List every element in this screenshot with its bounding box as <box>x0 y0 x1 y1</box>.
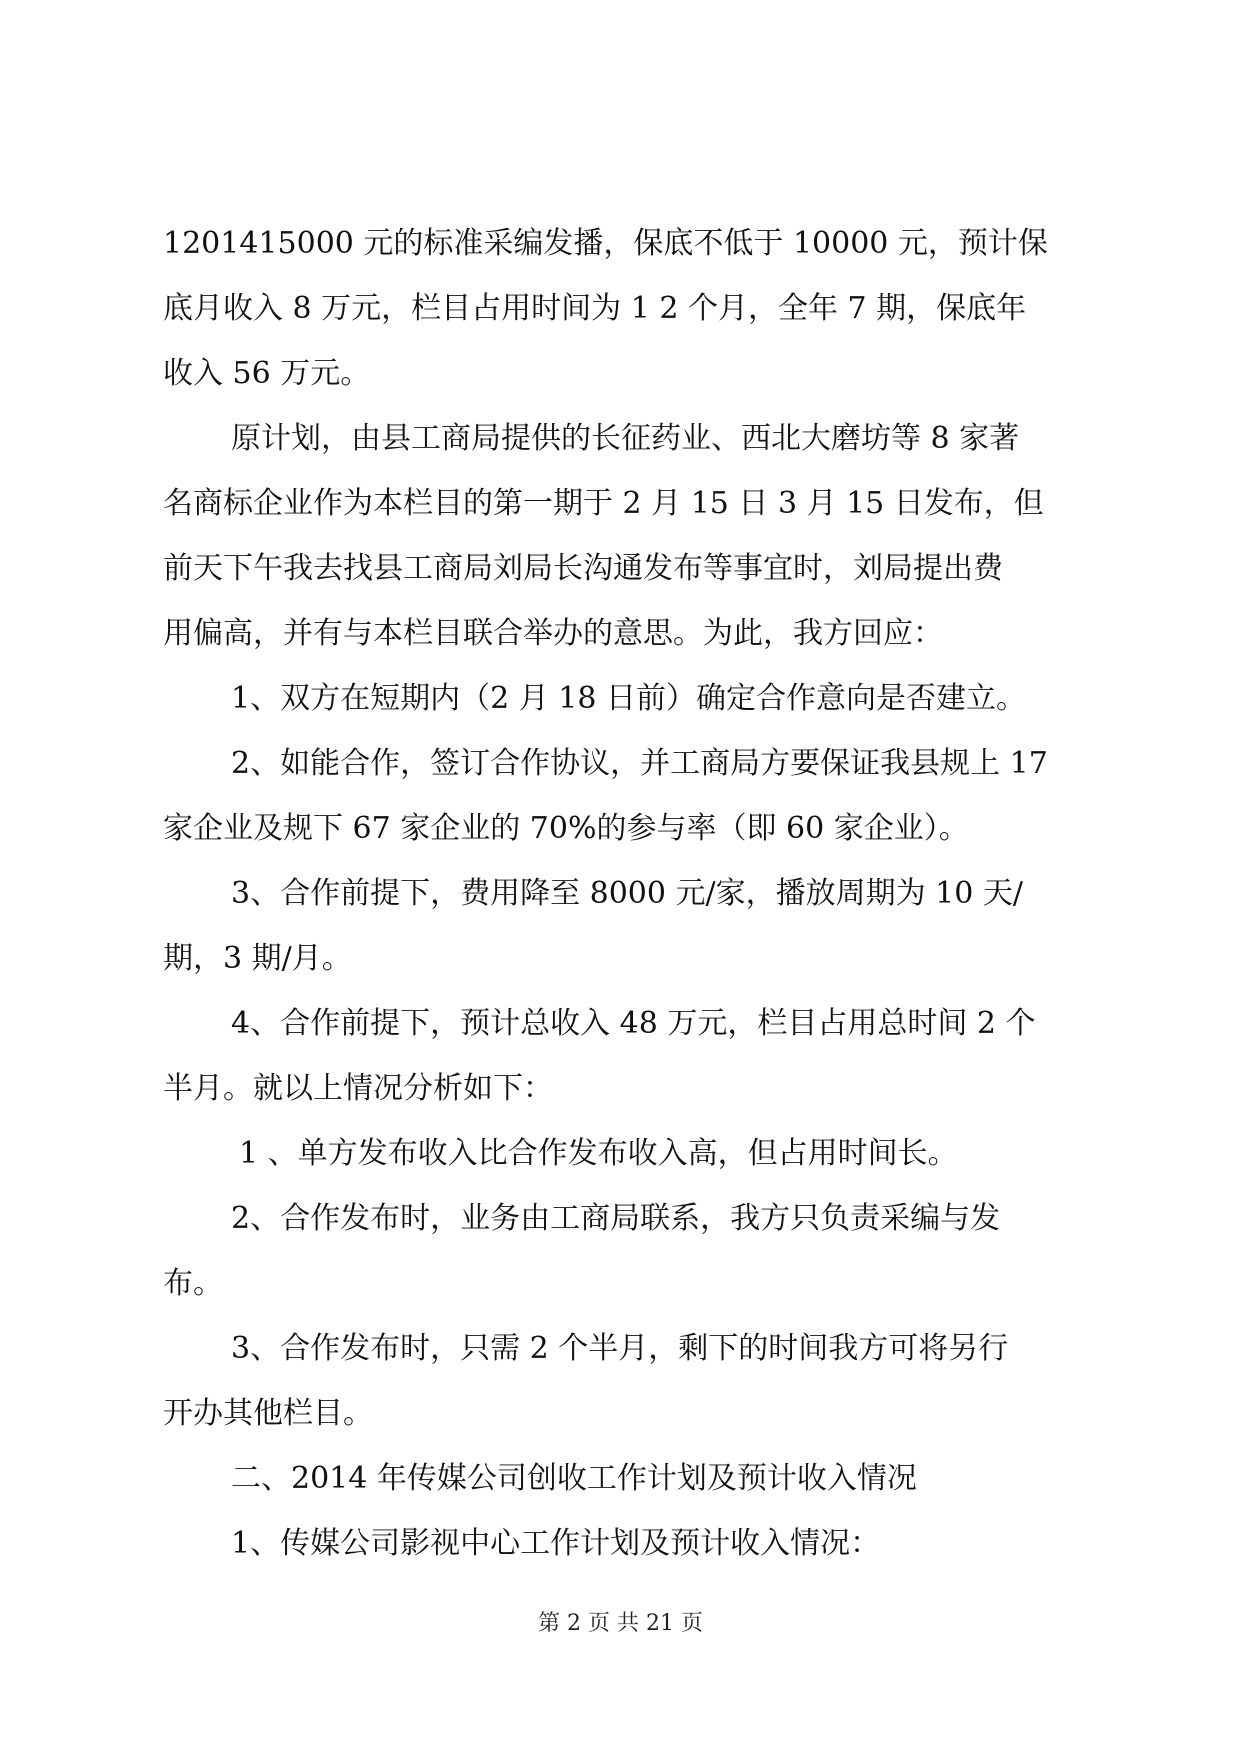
text-line: 用偏高，并有与本栏目联合举办的意思。为此，我方回应： <box>163 616 943 651</box>
text-line: 开办其他栏目。 <box>163 1396 373 1431</box>
text-line: 1、双方在短期内（2 月 18 日前）确定合作意向是否建立。 <box>231 681 1026 716</box>
text-line: 1 、单方发布收入比合作发布收入高，但占用时间长。 <box>239 1136 958 1171</box>
text-line: 家企业及规下 67 家企业的 70%的参与率（即 60 家企业）。 <box>163 811 969 846</box>
text-line: 2、如能合作，签订合作协议，并工商局方要保证我县规上 17 <box>231 746 1048 781</box>
text-line: 2、合作发布时，业务由工商局联系，我方只负责采编与发 <box>231 1201 1001 1236</box>
text-line: 前天下午我去找县工商局刘局长沟通发布等事宜时，刘局提出费 <box>163 551 1003 586</box>
text-line: 1201415000 元的标准采编发播，保底不低于 10000 元，预计保 <box>163 226 1048 261</box>
page-footer: 第 2 页 共 21 页 <box>538 1611 703 1636</box>
text-line: 3、合作前提下，费用降至 8000 元/家，播放周期为 10 天/ <box>231 876 1023 911</box>
text-line: 半月。就以上情况分析如下： <box>163 1071 553 1106</box>
section-heading: 二、2014 年传媒公司创收工作计划及预计收入情况 <box>231 1461 917 1496</box>
text-line: 期，3 期/月。 <box>163 941 352 976</box>
document-body <box>163 228 1083 1560</box>
text-line: 布。 <box>163 1266 223 1301</box>
text-line: 1、传媒公司影视中心工作计划及预计收入情况： <box>231 1526 881 1561</box>
text-line: 4、合作前提下，预计总收入 48 万元，栏目占用总时间 2 个 <box>231 1006 1036 1041</box>
text-line: 原计划，由县工商局提供的长征药业、西北大磨坊等 8 家著 <box>231 421 1020 456</box>
text-line: 收入 56 万元。 <box>163 356 371 391</box>
text-line: 3、合作发布时，只需 2 个半月，剩下的时间我方可将另行 <box>231 1331 1009 1366</box>
text-line: 名商标企业作为本栏目的第一期于 2 月 15 日 3 月 15 日发布，但 <box>163 486 1044 521</box>
text-line: 底月收入 8 万元，栏目占用时间为 1 2 个月，全年 7 期，保底年 <box>163 291 1027 326</box>
